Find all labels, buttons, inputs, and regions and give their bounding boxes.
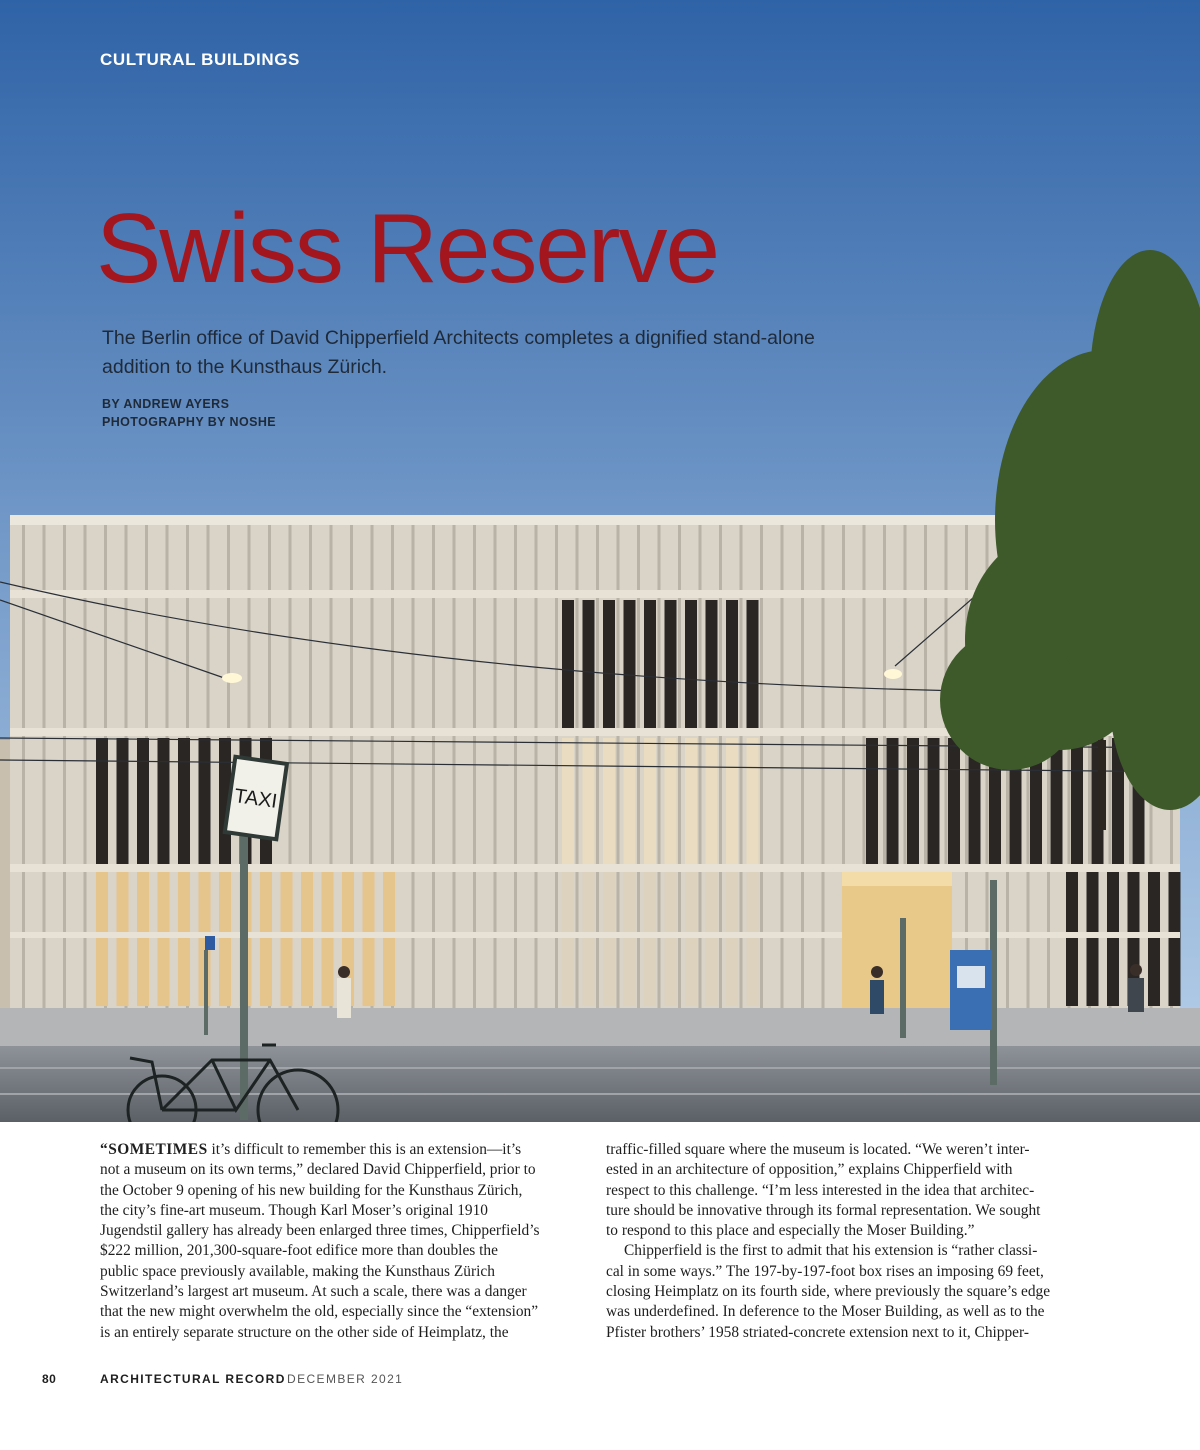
window-pane [583,872,595,1006]
body-line: ture should be innovative through its formal representation. We sought [606,1201,1041,1219]
window-pane [603,872,615,1006]
window-pane [1066,872,1078,1006]
window-pane [665,738,677,864]
street-light [222,673,242,683]
window-pane [624,738,636,864]
body-line: closing Heimplatz on its fourth side, where previously the square’s edge [606,1283,1051,1301]
window-pane [685,600,697,728]
window-pane [1051,738,1063,864]
body-line: Chipperfield is the first to admit that his extension is “rather classi- [624,1242,1038,1260]
window-pane [685,738,697,864]
window-pane [199,738,211,864]
body-line [100,1140,580,1160]
body-line: is an entirely separate structure on the other side of Heimplatz, the [100,1323,509,1341]
window-pane [137,872,149,1006]
body-line: $222 million, 201,300-square-foot edifice more than doubles the [100,1242,498,1260]
article-dek: The Berlin office of David Chipperfield Architects completes a dignified stand-alone addition to the Kunsthaus Zürich. [102,327,815,378]
body-line: ested in an architecture of opposition,” explains Chipperfield with [606,1161,1013,1179]
window-pane [726,738,738,864]
window-pane [726,872,738,1006]
window-pane [928,738,940,864]
window-pane [281,872,293,1006]
window-pane [1087,872,1099,1006]
window-pane [747,872,759,1006]
window-pane [603,600,615,728]
window-pane [117,872,129,1006]
ticket-machine [950,950,992,1030]
window-pane [706,738,718,864]
magazine-name: ARCHITECTURAL RECORD [100,1372,286,1386]
window-pane [624,872,636,1006]
window-pane [1169,872,1181,1006]
window-pane [583,600,595,728]
window-pane [726,600,738,728]
window-pane [644,738,656,864]
taxi-pole [240,820,248,1120]
body-line: Pfister brothers’ 1958 striated-concrete extension next to it, Chipper- [606,1323,1029,1341]
window-pane [948,738,960,864]
window-pane [96,738,108,864]
window-pane [158,872,170,1006]
body-line: traffic-filled square where the museum is located. “We weren’t inter- [606,1141,1030,1158]
window-pane [219,872,231,1006]
section-kicker: CULTURAL BUILDINGS [100,50,300,69]
body-line: not a museum on its own terms,” declared David Chipperfield, prior to [100,1161,536,1179]
window-pane [644,600,656,728]
body-line: to respond to this place and especially the Moser Building.” [606,1222,975,1240]
window-pane [137,738,149,864]
window-pane [322,872,334,1006]
issue-date: DECEMBER 2021 [287,1372,404,1386]
body-line: that the new might overwhelm the old, especially since the “extension” [100,1303,539,1321]
window-pane [887,738,899,864]
sidewalk [0,1008,1200,1048]
window-pane [158,738,170,864]
window-pane [562,738,574,864]
taxi-sign-text: TAXI [232,785,279,813]
window-pane [96,872,108,1006]
window-pane [706,872,718,1006]
window-pane [178,872,190,1006]
body-line-text: it’s difficult to remember this is an extension—it’s [211,1141,522,1158]
window-pane [562,600,574,728]
window-pane [747,738,759,864]
body-line: the city’s fine-art museum. Though Karl Moser’s original 1910 [100,1201,488,1219]
body-column-left [100,1140,580,1343]
window-pane [117,738,129,864]
body-line: cal in some ways.” The 197-by-197-foot box rises an imposing 69 feet, [606,1262,1044,1280]
window-pane [383,872,395,1006]
window-pane [747,600,759,728]
body-line: the October 9 opening of his new building for the Kunsthaus Zürich, [100,1181,523,1199]
entrance-lit [842,872,952,1010]
lead-word: “SOMETIMES [100,1141,208,1158]
street-light [884,669,902,679]
photo-credit: PHOTOGRAPHY BY NOSHE [102,415,277,429]
byline: BY ANDREW AYERS [102,397,230,411]
window-pane [866,738,878,864]
window-pane [644,872,656,1006]
body-line: public space previously available, making the Kunsthaus Zürich [100,1262,495,1280]
window-pane [603,738,615,864]
window-pane [685,872,697,1006]
body-column-right [606,1140,1086,1343]
body-line: Jugendstil gallery has already been enlarged three times, Chipperfield’s [100,1222,540,1240]
page-number: 80 [42,1372,57,1386]
window-pane [583,738,595,864]
body-line: Switzerland’s largest art museum. At such a scale, there was a danger [100,1283,527,1301]
window-pane [178,738,190,864]
window-pane [665,872,677,1006]
window-pane [562,872,574,1006]
window-pane [1107,872,1119,1006]
window-pane [624,600,636,728]
body-line: respect to this challenge. “I’m less interested in the idea that architec- [606,1181,1035,1199]
window-pane [363,872,375,1006]
window-pane [1071,738,1083,864]
body-line: was underdefined. In deference to the Moser Building, as well as to the [606,1303,1045,1321]
window-pane [1148,872,1160,1006]
article-title: Swiss Reserve [96,193,719,303]
window-pane [706,600,718,728]
window-pane [665,600,677,728]
window-pane [301,872,313,1006]
window-pane [260,872,272,1006]
window-pane [907,738,919,864]
